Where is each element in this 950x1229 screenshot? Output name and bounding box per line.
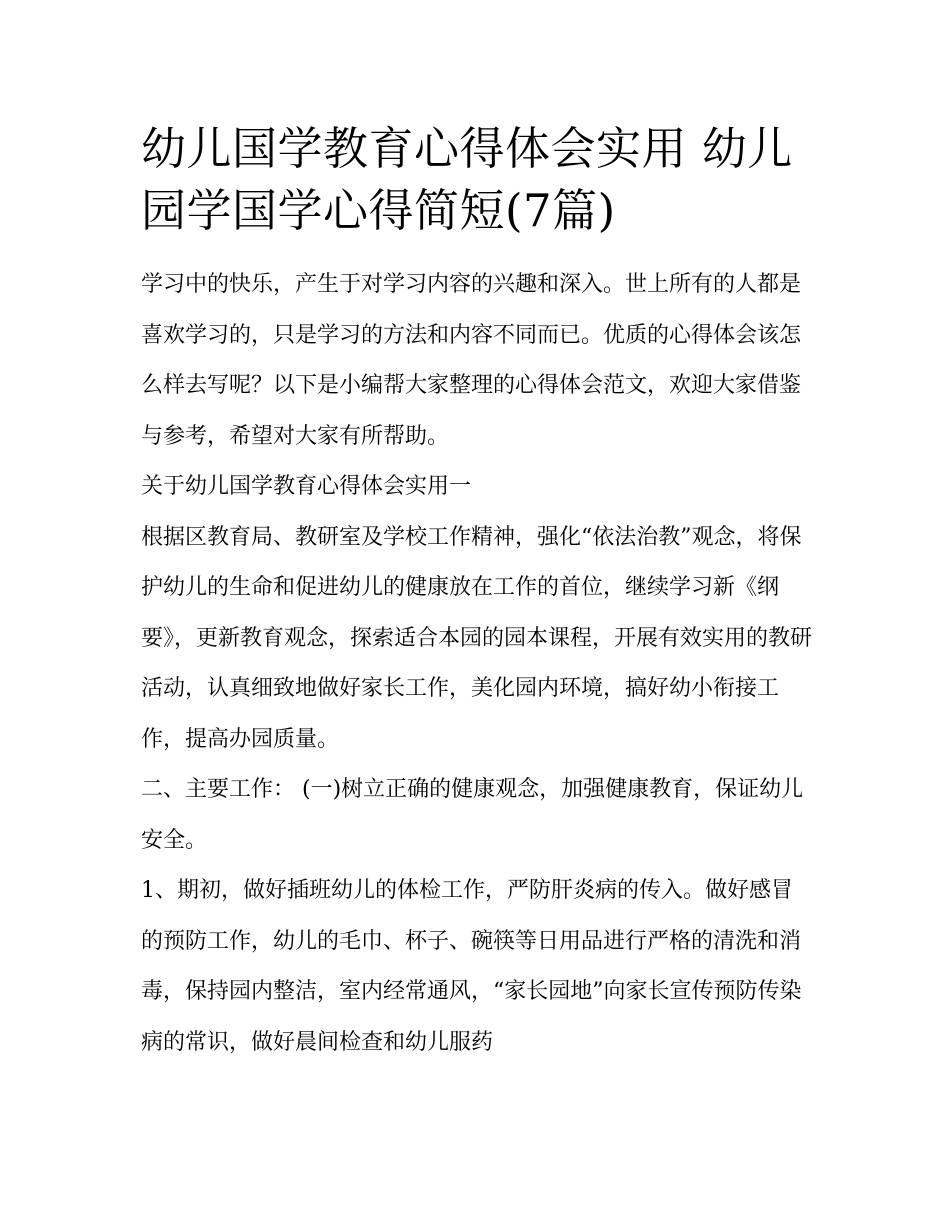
- section-heading: 关于幼儿国学教育心得体会实用一: [141, 474, 472, 499]
- document-title: 幼儿国学教育心得体会实用 幼儿园学国学心得简短(7篇): [141, 122, 793, 237]
- intro-paragraph: 学习中的快乐，产生于对学习内容的兴趣和深入。世上所有的人都是喜欢学习的，只是学习的方法和内容不同而已。优质的心得体会该怎么样去写呢？以下是小编帮大家整理的心得体会范文，欢迎大家借鉴与参考，希望对大家有所帮助。: [141, 272, 802, 449]
- body-paragraph: 根据区教育局、教研室及学校工作精神，强化“依法治教”观念，将保护幼儿的生命和促进幼儿的健康放在工作的首位，继续学习新《纲要》，更新教育观念，探索适合本园的园本课程，开展有效实用的教研活动，认真细致地做好家长工作，美化园内环境，搞好幼小衔接工作，提高办园质量。: [141, 524, 813, 752]
- document-body: [141, 118, 813, 1068]
- list-item-paragraph: 1、期初，做好插班幼儿的体检工作，严防肝炎病的传入。做好感冒的预防工作，幼儿的毛巾、杯子、碗筷等日用品进行严格的清洗和消毒，保持园内整洁，室内经常通风，“家长园地”向家长宣传预防传染病的常识，做好晨间检查和幼儿服药: [141, 878, 802, 1055]
- main-work-heading: 二、主要工作： (一)树立正确的健康观念，加强健康教育，保证幼儿安全。: [141, 777, 804, 853]
